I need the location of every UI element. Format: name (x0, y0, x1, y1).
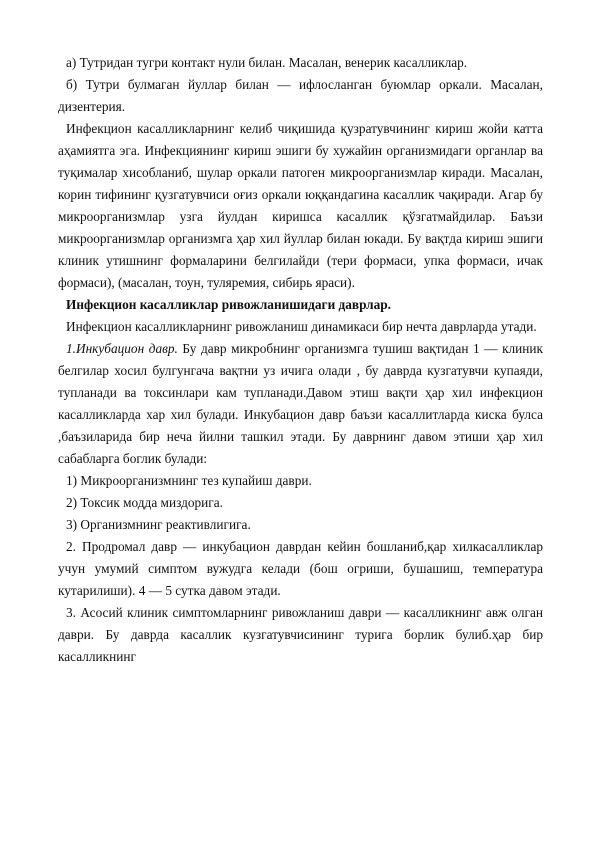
document-page (58, 52, 543, 668)
incubation-body: Бу давр микробнинг организмга тушиш вақтидан 1 — клиник белгилар хосил булгунгача вақтни уз ичига олади , бу даврда кузгатувчи купаяди, тупланади ва токсинлари кам тупланади.Давом этиш вақти ҳар хил инфекцион касалликларда хар хил булади. Инкубацион давр баъзи касаллитларда киска булса ,баъзиларида бир неча йилни ташкил этади. Бу даврнинг давом этиши ҳар хил сабабларга боглик булади: (58, 341, 543, 466)
paragraph-indirect-route: б) Тутри булмаган йуллар билан — ифлосланган буюмлар оркали. Масалан, дизентерия. (58, 77, 543, 114)
section-heading: Инфекцион касалликлар ривожланишидаги даврлар. (66, 297, 392, 312)
list-item: 3) Организмнинг реактивлигига. (66, 517, 251, 532)
incubation-lead: 1.Инкубацион давр. (66, 341, 178, 356)
paragraph-incubation (58, 338, 543, 470)
paragraph-prodromal: 2. Продромал давр — инкубацион даврдан кейин бошланиб,қар хилкасалликлар учун умумий симптом вужудга келади (бош огриши, бушашиш, температура кутарилиши). 4 — 5 сутка давом этади. (58, 539, 543, 598)
list-item: 2) Токсик модда миздорига. (66, 495, 223, 510)
list-item: 1) Микроорганизмнинг тез купайиш даври. (66, 473, 312, 488)
paragraph-dynamics: Инфекцион касалликларнинг ривожланиш динамикаси бир нечта даврларда утади. (66, 319, 537, 334)
paragraph-direct-contact: а) Тутридан тугри контакт нули билан. Масалан, венерик касалликлар. (66, 55, 468, 70)
paragraph-entry-gate: Инфекцион касалликларнинг келиб чиқишида қузратувчининг кириш жойи катта аҳамиятга эга. Инфекциянинг кириш эшиги бу хужайин организмидаги органлар ва туқималар хисобланиб, шулар оркали патоген микроорганизмлар киради. Масалан, корин тифининг қузгатувчиси оғиз оркали юққандагина касаллик чақиради. Агар бу микроорганизмлар узга йулдан киришса касаллик қўзгатмайдилар. Баъзи микроорганизмлар организмга ҳар хил йуллар билан юкади. Бу вақтда кириш эшиги клиник утишнинг формаларини белгилайди (тери формаси, упка формаси, ичак формаси), (масалан, тоун, туляремия, сибирь яраси). (58, 121, 543, 290)
paragraph-main-symptoms: 3. Асосий клиник симптомларнинг ривожланиш даври — касалликнинг авж олган даври. Бу даврда касаллик кузгатувчисининг турига борлик булиб.ҳар бир касалликнинг (58, 605, 543, 664)
